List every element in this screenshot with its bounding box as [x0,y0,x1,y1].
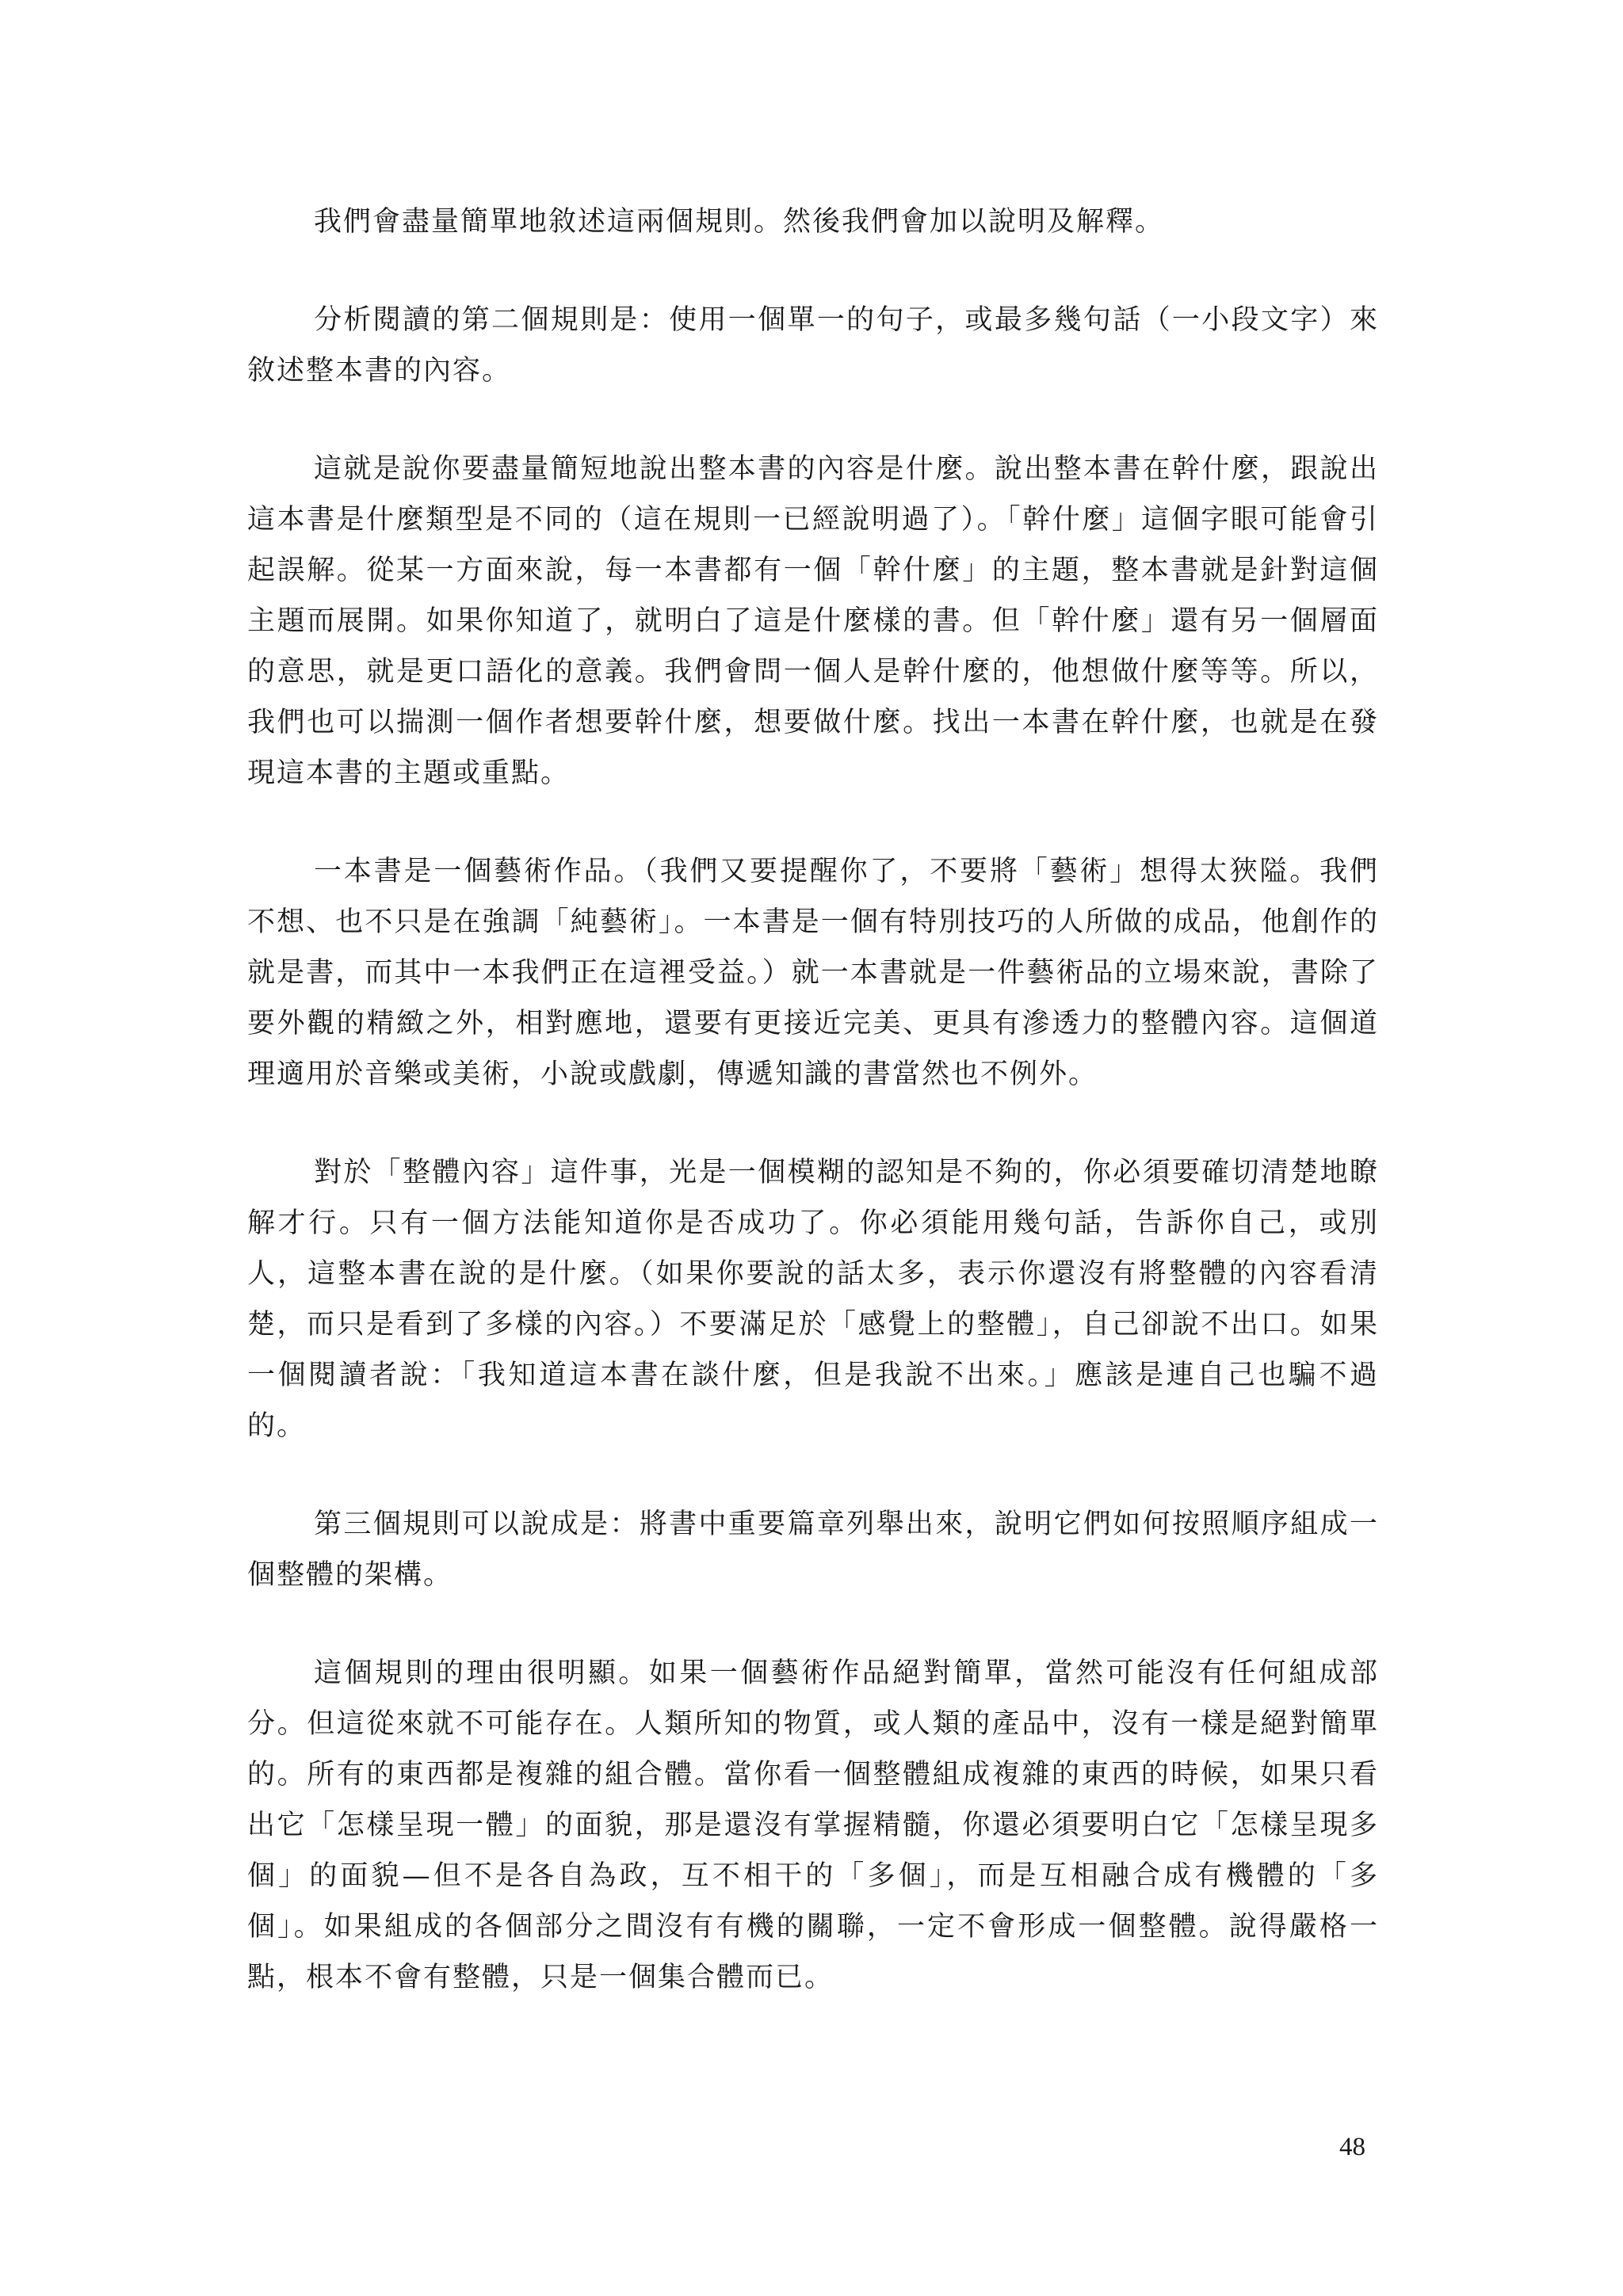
paragraph-2: 分析閱讀的第二個規則是：使用一個單一的句子，或最多幾句話（一小段文字）來敘述整本書的內容。 [247,304,1379,387]
paragraph-3: 這就是說你要盡量簡短地說出整本書的內容是什麼。說出整本書在幹什麼，跟說出這本書是什麼類型是不同的（這在規則一已經說明過了）。「幹什麼」這個字眼可能會引起誤解。從某一方面來說，每一本書都有一個「幹什麼」的主題，整本書就是針對這個主題而展開。如果你知道了，就明白了這是什麼樣的書。但「幹什麼」還有另一個層面的意思，就是更口語化的意義。我們會問一個人是幹什麼的，他想做什麼等等。所以，我們也可以揣測一個作者想要幹什麼，想要做什麼。找出一本書在幹什麼，也就是在發現這本書的主題或重點。 [247,453,1379,789]
paragraph-5: 對於「整體內容」這件事，光是一個模糊的認知是不夠的，你必須要確切清楚地瞭解才行。只有一個方法能知道你是否成功了。你必須能用幾句話，告訴你自己，或別人，這整本書在說的是什麼。（如果你要說的話太多，表示你還沒有將整體的內容看清楚，而只是看到了多樣的內容。）不要滿足於「感覺上的整體」，自己卻說不出口。如果一個閱讀者說：「我知道這本書在談什麼，但是我說不出來。」應該是連自己也騙不過的。 [247,1157,1379,1442]
body-text [247,196,1379,2050]
page-number: 48 [1339,2133,1365,2161]
paragraph-6: 第三個規則可以說成是：將書中重要篇章列舉出來，說明它們如何按照順序組成一個整體的架構。 [247,1508,1379,1591]
paragraph-7: 這個規則的理由很明顯。如果一個藝術作品絕對簡單，當然可能沒有任何組成部分。但這從來就不可能存在。人類所知的物質，或人類的產品中，沒有一樣是絕對簡單的。所有的東西都是複雜的組合體。當你看一個整體組成複雜的東西的時候，如果只看出它「怎樣呈現一體」的面貌，那是還沒有掌握精髓，你還必須要明白它「怎樣呈現多個」的面貌—但不是各自為政，互不相干的「多個」，而是互相融合成有機體的「多個」。如果組成的各個部分之間沒有有機的關聯，一定不會形成一個整體。說得嚴格一點，根本不會有整體，只是一個集合體而已。 [247,1657,1379,1993]
paragraph-4: 一本書是一個藝術作品。（我們又要提醒你了，不要將「藝術」想得太狹隘。我們不想、也不只是在強調「純藝術」。一本書是一個有特別技巧的人所做的成品，他創作的就是書，而其中一本我們正在這裡受益。）就一本書就是一件藝術品的立場來說，書除了要外觀的精緻之外，相對應地，還要有更接近完美、更具有滲透力的整體內容。這個道理適用於音樂或美術，小說或戲劇，傳遞知識的書當然也不例外。 [247,856,1379,1090]
paragraph-1: 我們會盡量簡單地敘述這兩個規則。然後我們會加以說明及解釋。 [314,206,1165,238]
